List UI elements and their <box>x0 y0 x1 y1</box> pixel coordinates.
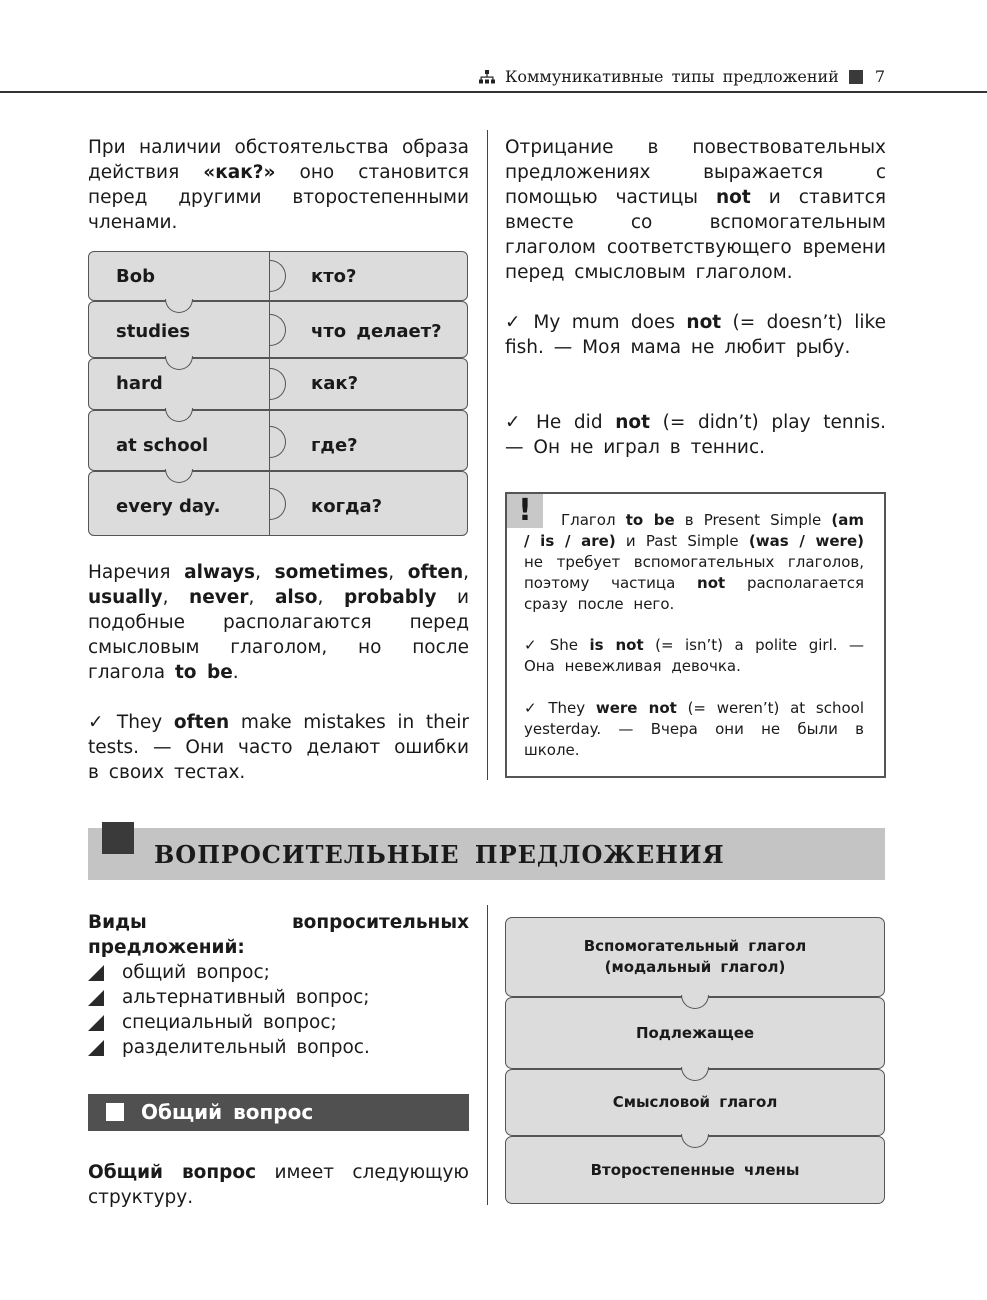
header-square <box>849 70 863 84</box>
structure-box: Подлежащее <box>505 997 885 1069</box>
puzzle-word: studies <box>116 321 191 342</box>
puzzle-row <box>88 251 468 301</box>
puzzle-row <box>88 358 468 410</box>
puzzle-word: Bob <box>116 266 155 287</box>
note-paragraph: Глагол to be в Present Simple (am / is / are) и Past Simple (was / were) не требует вспомогательных глаголов, поэтому частица not располагается сразу после него. <box>524 511 865 613</box>
structure-box: Вспомогательный глагол (модальный глагол) <box>505 917 885 997</box>
list-item: альтернативный вопрос; <box>88 985 469 1010</box>
intro-paragraph: При наличии обстоятельства образа действия «как?» оно становится перед другими второстепенными членами. <box>88 137 469 233</box>
note-box <box>505 492 886 778</box>
question-types <box>88 910 469 1060</box>
check-icon: ✓ <box>524 636 539 654</box>
puzzle-row <box>88 410 468 471</box>
negation-paragraph: Отрицание в повествовательных предложениях выражается с помощью частицы not и ставится вместе со вспомогательным глаголом соответствующего времени перед смысловым глаголом. <box>505 137 886 283</box>
column-divider-bottom <box>487 905 488 1205</box>
check-icon: ✓ <box>505 312 523 333</box>
exclamation-icon: ! <box>507 494 543 528</box>
list-item: разделительный вопрос. <box>88 1035 469 1060</box>
subsection-square <box>106 1103 124 1121</box>
list-item: общий вопрос; <box>88 960 469 985</box>
triangle-bullet-icon <box>88 1040 104 1056</box>
puzzle-word: every day. <box>116 496 221 517</box>
check-icon: ✓ <box>524 699 538 717</box>
adverbs-paragraph: Наречия always, sometimes, often, usually, never, also, probably и подобные располагаются перед смысловым глаголом, но после глагола to be. <box>88 562 470 683</box>
structure-box: Смысловой глагол <box>505 1069 885 1136</box>
check-icon: ✓ <box>505 412 524 433</box>
general-question-paragraph: Общий вопрос имеет следующую структуру. <box>88 1162 469 1208</box>
puzzle-question: что делает? <box>311 321 442 342</box>
question-types-heading: Виды вопросительных предложений: <box>88 912 469 958</box>
section-title: ВОПРОСИТЕЛЬНЫЕ ПРЕДЛОЖЕНИЯ <box>154 840 725 869</box>
example-often: ✓ They often make mistakes in their tests. — Они часто делают ошибки в своих тестах. <box>88 712 469 783</box>
puzzle-question: когда? <box>311 496 383 517</box>
subsection-title: Общий вопрос <box>141 1100 314 1124</box>
structure-box: Второстепенные члены <box>505 1136 885 1204</box>
section-square <box>102 822 134 854</box>
hierarchy-icon <box>479 70 495 84</box>
puzzle-question: кто? <box>311 266 357 287</box>
running-header <box>479 67 885 86</box>
header-rule <box>0 91 987 93</box>
puzzle-row <box>88 301 468 358</box>
triangle-bullet-icon <box>88 990 104 1006</box>
example-mum: ✓ My mum does not (= doesn’t) like fish. — Моя мама не любит рыбу. <box>505 312 886 358</box>
triangle-bullet-icon <box>88 1015 104 1031</box>
puzzle-question: где? <box>311 435 358 456</box>
puzzle-row <box>88 471 468 536</box>
list-item: специальный вопрос; <box>88 1010 469 1035</box>
note-example: ✓ She is not (= isn’t) a polite girl. — Она невежливая девочка. <box>524 636 864 675</box>
puzzle-question: как? <box>311 373 359 394</box>
puzzle-word: hard <box>116 373 163 394</box>
puzzle-word: at school <box>116 435 209 456</box>
header-title: Коммуникативные типы предложений <box>504 67 839 86</box>
check-icon: ✓ <box>88 712 106 733</box>
triangle-bullet-icon <box>88 965 104 981</box>
page-number: 7 <box>874 67 885 86</box>
example-he: ✓ He did not (= didn’t) play tennis. — Он не играл в теннис. <box>505 412 886 458</box>
column-divider-top <box>487 130 488 780</box>
note-example: ✓ They were not (= weren’t) at school yesterday. — Вчера они не были в школе. <box>524 699 865 759</box>
subsection-band <box>88 1094 469 1131</box>
